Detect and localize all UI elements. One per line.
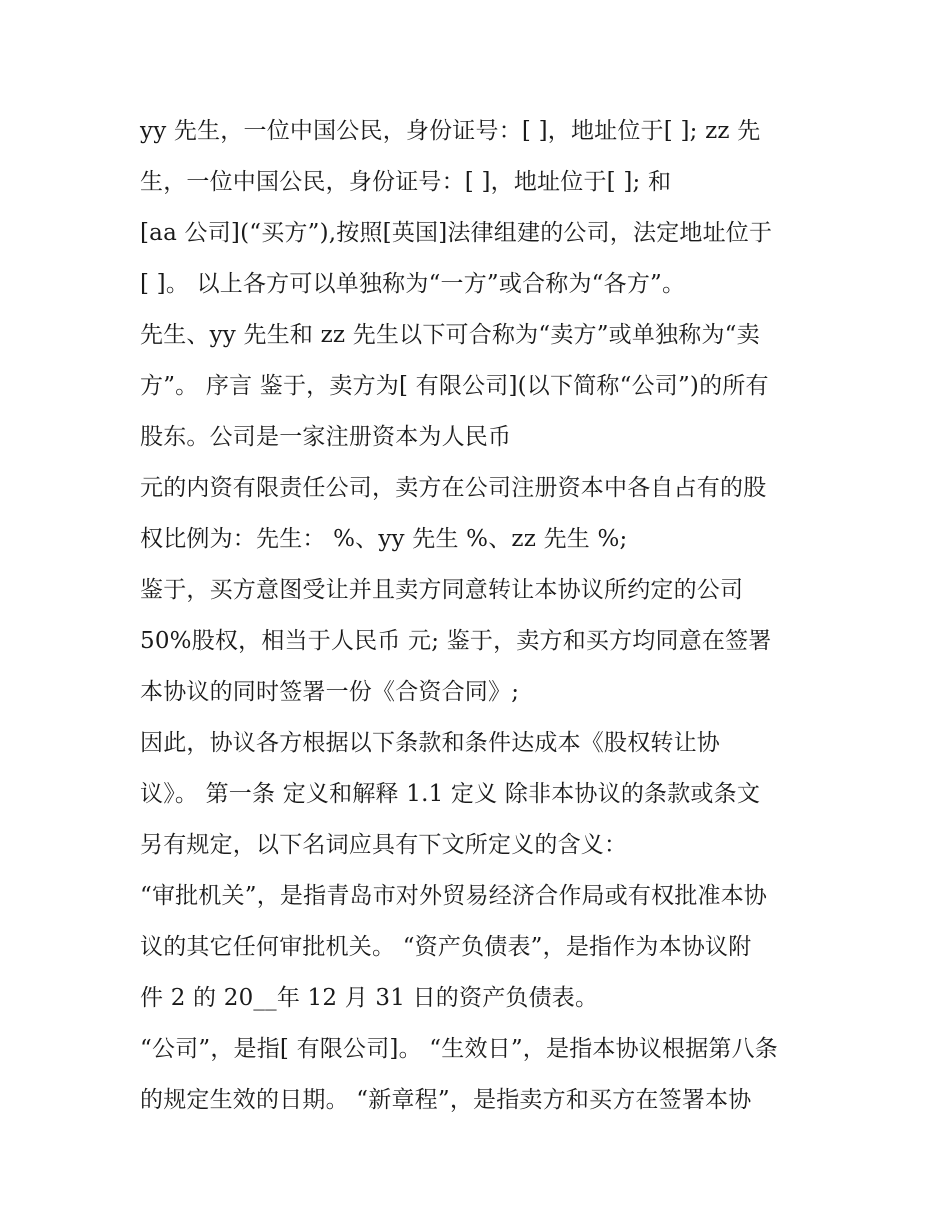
text-line: 鉴于，买方意图受让并且卖方同意转让本协议所约定的公司 [140,577,744,603]
text-line: 件 2 的 20__年 12 月 31 日的资产负债表。 [140,985,599,1011]
text-line: 的规定生效的日期。 “新章程”，是指卖方和买方在签署本协 [140,1087,752,1113]
text-line: 议的其它任何审批机关。 “资产负债表”，是指作为本协议附 [140,934,752,960]
text-line: 因此，协议各方根据以下条款和条件达成本《股权转让协 [140,730,720,756]
text-line: 方”。 序言 鉴于，卖方为[ 有限公司](以下简称“公司”)的所有 [140,373,769,399]
agreement-text [140,112,830,1132]
text-line: 元的内资有限责任公司，卖方在公司注册资本中各自占有的股 [140,475,767,501]
text-line: 股东。公司是一家注册资本为人民币 [140,424,512,450]
text-line: 权比例为：先生： %、yy 先生 %、zz 先生 %; [140,526,628,552]
text-line: 本协议的同时签署一份《合资合同》; [140,679,520,705]
text-line: “审批机关”，是指青岛市对外贸易经济合作局或有权批准本协 [140,883,768,909]
text-line: 另有规定，以下名词应具有下文所定义的含义： [140,832,628,858]
text-line: 先生、yy 先生和 zz 先生以下可合称为“卖方”或单独称为“卖 [140,322,760,348]
text-line: 50%股权，相当于人民币 元; 鉴于，卖方和买方均同意在签署 [140,628,772,654]
text-line: 议》。 第一条 定义和解释 1.1 定义 除非本协议的条款或条文 [140,781,761,807]
text-line: 生，一位中国公民，身份证号：[ ]，地址位于[ ]; 和 [140,169,672,195]
text-line: [ ]。 以上各方可以单独称为“一方”或合称为“各方”。 [140,271,686,297]
text-line: “公司”，是指[ 有限公司]。 “生效日”，是指本协议根据第八条 [140,1036,779,1062]
text-line: yy 先生，一位中国公民，身份证号：[ ]，地址位于[ ]; zz 先 [140,118,761,144]
text-line: [aa 公司](“买方”),按照[英国]法律组建的公司，法定地址位于 [140,220,773,246]
